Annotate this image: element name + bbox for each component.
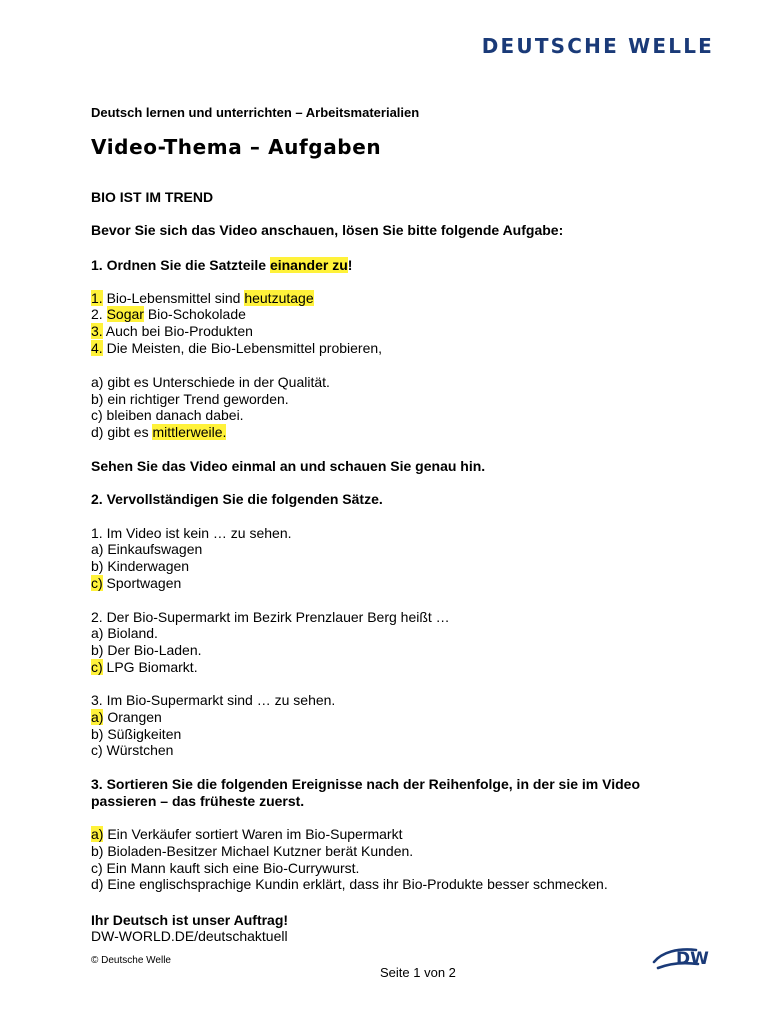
ending-label: b) [91, 391, 104, 407]
option-label: c) [91, 659, 103, 675]
footer-url: DW-WORLD.DE/deutschaktuell [91, 928, 288, 944]
ending-text: gibt es [103, 424, 153, 440]
item-highlight: Sogar [106, 306, 144, 322]
answer-option [91, 541, 202, 558]
logo-text: DW [676, 949, 709, 969]
event-item [91, 826, 402, 843]
task1-ending [91, 374, 330, 391]
question-prompt: 1. Im Video ist kein … zu sehen. [91, 525, 292, 541]
dw-logo-icon [652, 944, 716, 974]
topic-heading: BIO IST IM TREND [91, 189, 214, 205]
option-label: c) [91, 575, 103, 591]
event-label: a) [91, 826, 104, 842]
task1-heading [91, 257, 352, 274]
task1-ending [91, 407, 244, 424]
event-text: Bioladen-Besitzer Michael Kutzner berät Kunden. [103, 843, 414, 859]
item-text [103, 306, 107, 322]
ending-label: c) [91, 407, 103, 423]
event-label: d) [91, 876, 104, 892]
task1-ending [91, 391, 289, 408]
option-label: b) [91, 642, 104, 658]
option-text: Würstchen [102, 742, 174, 758]
option-text: Süßigkeiten [103, 726, 182, 742]
answer-option [91, 659, 198, 676]
question-prompt: 3. Im Bio-Supermarkt sind … zu sehen. [91, 692, 336, 708]
ending-highlight: mittlerweile. [152, 424, 227, 440]
item-text-post: Bio-Schokolade [143, 306, 246, 322]
answer-option [91, 726, 181, 743]
task1-item [91, 290, 314, 307]
event-text: Ein Mann kauft sich eine Bio-Currywurst. [102, 860, 360, 876]
page-number: Seite 1 von 2 [380, 965, 456, 980]
option-text: Einkaufswagen [103, 541, 203, 557]
ending-text: ein richtiger Trend geworden. [103, 391, 289, 407]
footer-copyright: © Deutsche Welle [91, 955, 171, 966]
watch-instruction: Sehen Sie das Video einmal an und schauen Sie genau hin. [91, 458, 486, 474]
option-text: Sportwagen [102, 575, 182, 591]
task2-heading: 2. Vervollständigen Sie die folgenden Sätze. [91, 491, 383, 507]
answer-option [91, 742, 173, 759]
option-label: b) [91, 726, 104, 742]
option-text: Orangen [103, 709, 162, 725]
ending-text: bleiben danach dabei. [102, 407, 244, 423]
item-text: Bio-Lebensmittel sind [102, 290, 245, 306]
task3-heading-cont: passieren – das früheste zuerst. [91, 793, 305, 809]
option-label: c) [91, 742, 103, 758]
intro-instruction: Bevor Sie sich das Video anschauen, lösen Sie bitte folgende Aufgabe: [91, 222, 564, 238]
event-item [91, 860, 359, 877]
option-text: Kinderwagen [103, 558, 190, 574]
event-item [91, 876, 608, 893]
option-text: Bioland. [103, 625, 158, 641]
answer-option [91, 558, 189, 575]
item-highlight: heutzutage [244, 290, 314, 306]
brand-wordmark: DEUTSCHE WELLE [481, 34, 714, 58]
event-label: b) [91, 843, 104, 859]
task1-ending [91, 424, 226, 441]
item-number: 3. [91, 323, 103, 339]
task1-heading-post: ! [347, 257, 353, 273]
event-text: Eine englischsprachige Kundin erklärt, dass ihr Bio-Produkte besser schmecken. [103, 876, 608, 892]
item-number: 1. [91, 290, 103, 306]
answer-option [91, 625, 158, 642]
option-text: LPG Biomarkt. [102, 659, 198, 675]
option-text: Der Bio-Laden. [103, 642, 202, 658]
task1-heading-pre: 1. Ordnen Sie die Satzteile [91, 257, 270, 273]
task1-heading-highlight: einander zu [269, 257, 348, 273]
item-text: Die Meisten, die Bio-Lebensmittel probieren, [102, 340, 383, 356]
question-prompt: 2. Der Bio-Supermarkt im Bezirk Prenzlauer Berg heißt … [91, 609, 450, 625]
kicker: Deutsch lernen und unterrichten – Arbeitsmaterialien [91, 105, 420, 120]
item-number: 2. [91, 306, 103, 322]
task1-item [91, 323, 253, 340]
answer-option [91, 575, 181, 592]
answer-option [91, 709, 162, 726]
ending-text: gibt es Unterschiede in der Qualität. [103, 374, 330, 390]
item-text: Auch bei Bio-Produkten [102, 323, 253, 339]
page-title: Video-Thema – Aufgaben [91, 135, 382, 159]
event-item [91, 843, 413, 860]
option-label: b) [91, 558, 104, 574]
option-label: a) [91, 541, 104, 557]
task3-heading: 3. Sortieren Sie die folgenden Ereignisse nach der Reihenfolge, in der sie im Video [91, 776, 641, 792]
ending-label: d) [91, 424, 104, 440]
task1-item [91, 340, 382, 357]
task1-item [91, 306, 246, 323]
ending-label: a) [91, 374, 104, 390]
answer-option [91, 642, 202, 659]
event-label: c) [91, 860, 103, 876]
option-label: a) [91, 625, 104, 641]
footer-slogan: Ihr Deutsch ist unser Auftrag! [91, 912, 289, 928]
item-number: 4. [91, 340, 103, 356]
event-text: Ein Verkäufer sortiert Waren im Bio-Supermarkt [103, 826, 403, 842]
option-label: a) [91, 709, 104, 725]
